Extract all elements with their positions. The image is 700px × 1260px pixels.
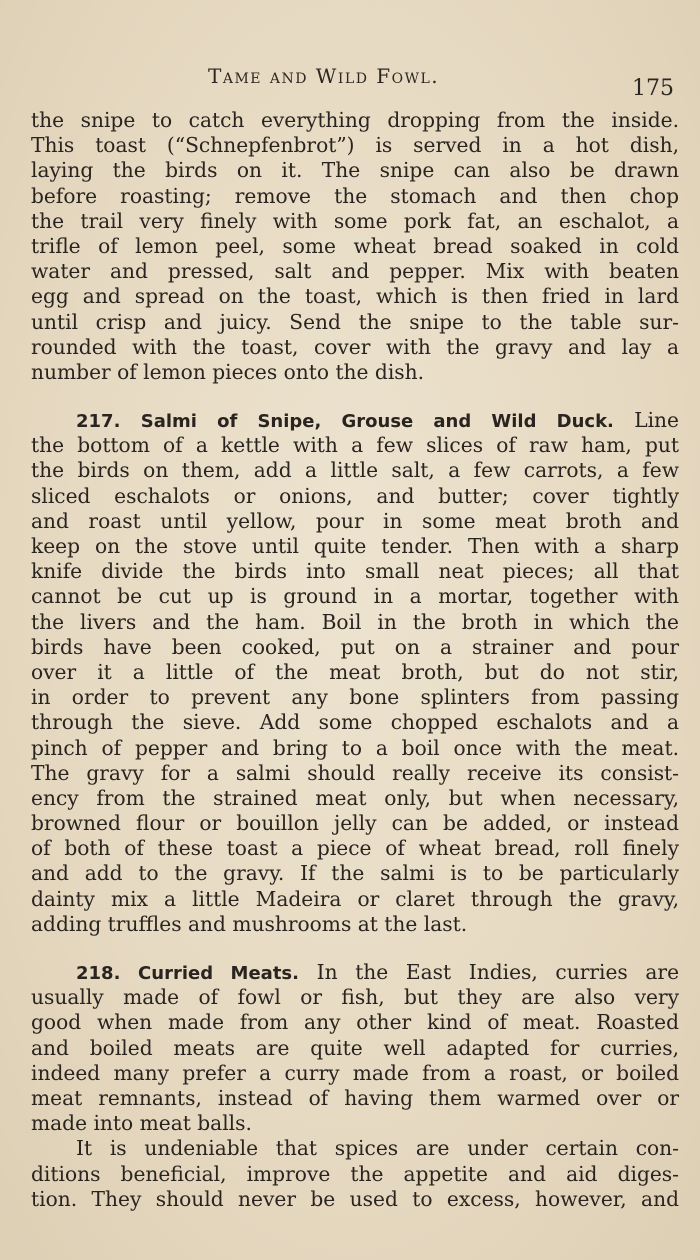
text-line: This toast (“Schnepfenbrot”) is served in a hot dish,: [31, 133, 679, 158]
text-line: the trail very finely with some pork fat, an eschalot, a: [31, 208, 679, 233]
running-header: [0, 60, 700, 100]
text-line: meat remnants, instead of having them warmed over or: [31, 1085, 679, 1110]
continuation-paragraph: [31, 108, 679, 385]
text-line: the birds on them, add a little salt, a few carrots, a few: [31, 458, 679, 483]
text-line: number of lemon pieces onto the dish.: [31, 359, 425, 384]
text-line: and boiled meats are quite well adapted for curries,: [31, 1035, 679, 1060]
text-line: The gravy for a salmi should really receive its consist-: [31, 760, 679, 785]
recipe-number: 217.: [76, 411, 121, 433]
text-line: sliced eschalots or onions, and butter; cover tightly: [31, 483, 679, 508]
text-line: ency from the strained meat only, but when necessary,: [31, 785, 679, 810]
text-line: the snipe to catch everything dropping from the inside.: [31, 108, 679, 132]
text-line: and roast until yellow, pour in some meat broth and: [31, 508, 679, 533]
text-line: usually made of fowl or fish, but they are also very: [31, 985, 679, 1010]
text-fragment: Line: [634, 408, 679, 433]
text-line: trifle of lemon peel, some wheat bread soaked in cold: [31, 233, 679, 258]
text-line: over it a little of the meat broth, but do not stir,: [31, 659, 679, 684]
paragraph-spacer: [31, 385, 679, 408]
recipe-title: Curried Meats.: [138, 963, 299, 984]
recipe-heading-line: [31, 960, 679, 985]
recipe-218: [31, 960, 679, 1212]
text-line: and add to the gravy. If the salmi is to be particularly: [31, 861, 679, 886]
text-line: adding truffles and mushrooms at the last.: [31, 911, 468, 936]
text-line: egg and spread on the toast, which is then fried in lard: [31, 284, 679, 309]
recipe-217: [31, 408, 679, 937]
text-line: knife divide the birds into small neat pieces; all that: [31, 559, 679, 584]
text-line: rounded with the toast, cover with the gravy and lay a: [31, 334, 679, 359]
text-line: the livers and the ham. Boil in the broth in which the: [31, 609, 679, 634]
recipe-title: Salmi of Snipe, Grouse and Wild Duck.: [140, 411, 614, 433]
text-line: the bottom of a kettle with a few slices of raw ham, put: [31, 433, 679, 458]
recipe-number: 218.: [76, 963, 121, 984]
text-line: water and pressed, salt and pepper. Mix with beaten: [31, 259, 679, 284]
text-line: indeed many prefer a curry made from a roast, or boiled: [31, 1060, 679, 1085]
text-line: until crisp and juicy. Send the snipe to the table sur-: [31, 309, 679, 334]
text-line: browned flour or bouillon jelly can be added, or instead: [31, 811, 679, 836]
text-line: dainty mix a little Madeira or claret through the gravy,: [31, 886, 679, 911]
text-line: in order to prevent any bone splinters from passing: [31, 685, 679, 710]
text-line: keep on the stove until quite tender. Then with a sharp: [31, 534, 679, 558]
paragraph-spacer: [31, 937, 679, 960]
text-line: before roasting; remove the stomach and then chop: [31, 183, 679, 208]
text-line: through the sieve. Add some chopped eschalots and a: [31, 710, 679, 735]
text-line: laying the birds on it. The snipe can also be drawn: [31, 158, 679, 183]
text-line: It is undeniable that spices are under certain con-: [76, 1136, 679, 1161]
page-number: 175: [632, 76, 674, 101]
text-line: birds have been cooked, put on a strainer and pour: [31, 634, 679, 659]
text-line: tion. They should never be used to excess, however, and: [31, 1186, 679, 1211]
chapter-title: Tame and Wild Fowl.: [208, 64, 440, 88]
text-fragment: In the East Indies, curries are: [316, 960, 680, 984]
recipe-heading-line: [31, 408, 679, 433]
text-line: of both of these toast a piece of wheat bread, roll finely: [31, 836, 679, 861]
text-line: ditions beneficial, improve the appetite and aid diges-: [31, 1161, 679, 1186]
page-body: [31, 108, 679, 1212]
text-line: pinch of pepper and bring to a boil once with the meat.: [31, 735, 679, 760]
text-line: made into meat balls.: [31, 1111, 252, 1136]
text-line: good when made from any other kind of meat. Roasted: [31, 1010, 679, 1035]
text-line: cannot be cut up is ground in a mortar, together with: [31, 584, 679, 609]
